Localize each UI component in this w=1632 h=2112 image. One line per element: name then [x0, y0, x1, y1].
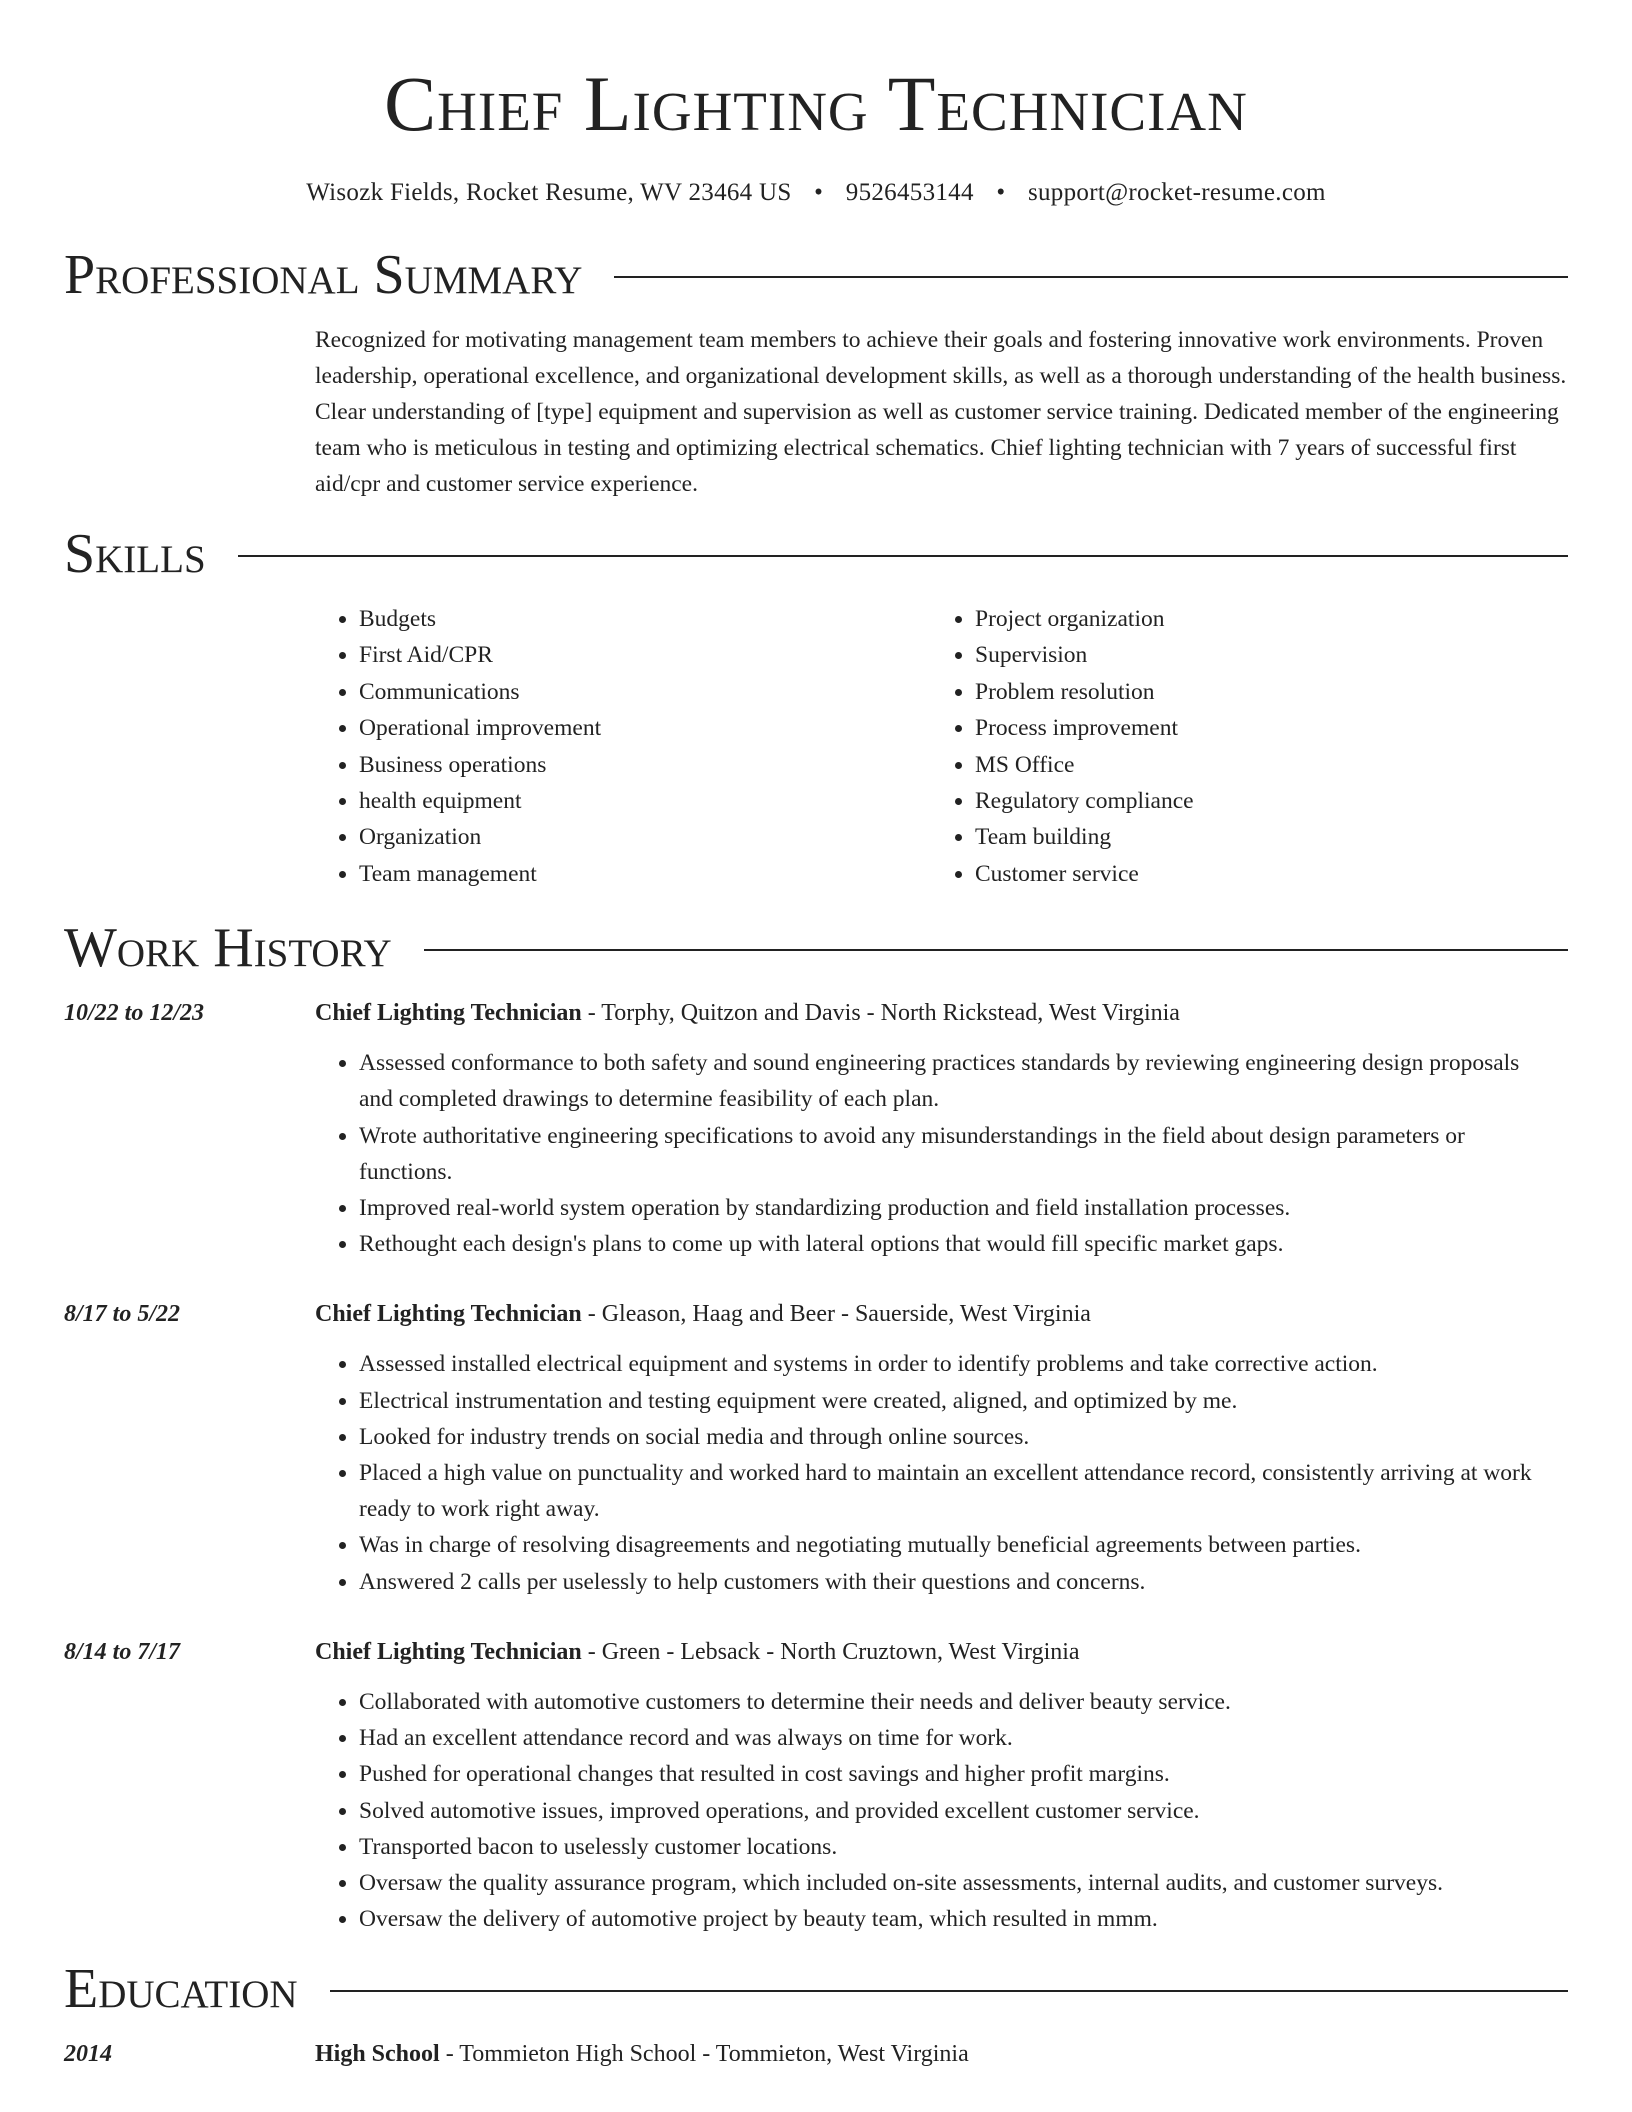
education-entry — [64, 2036, 1568, 2072]
summary-body — [315, 322, 1568, 502]
skill-item: • Customer service — [975, 856, 1194, 892]
skill-item: • health equipment — [359, 783, 931, 819]
job-bullet: • Improved real-world system operation by standardizing production and field installation processes. — [359, 1190, 1568, 1226]
skill-item: • First Aid/CPR — [359, 637, 931, 673]
job-bullet: • Collaborated with automotive customers to determine their needs and deliver beauty service. — [359, 1684, 1568, 1720]
job-details: - Gleason, Haag and Beer - Sauerside, West Virginia — [581, 1301, 1091, 1328]
job-header — [315, 1296, 1568, 1332]
job-bullet: • Electrical instrumentation and testing equipment were created, aligned, and optimized by me. — [359, 1383, 1568, 1419]
job-dates: 10/22 to 12/23 — [64, 1000, 205, 1027]
job-bullet: • Had an excellent attendance record and was always on time for work. — [359, 1720, 1568, 1756]
job-bullet: • Assessed installed electrical equipment and systems in order to identify problems and take corrective action. — [359, 1346, 1568, 1382]
job-entry — [64, 995, 1568, 1262]
job-role: Chief Lighting Technician — [315, 1000, 582, 1027]
job-bullet: • Was in charge of resolving disagreements and negotiating mutually beneficial agreements between parties. — [359, 1527, 1568, 1563]
job-header — [315, 1634, 1568, 1670]
skills-section — [64, 524, 1568, 892]
section-divider — [614, 276, 1568, 278]
skills-columns — [315, 601, 1568, 892]
job-header — [315, 995, 1568, 1031]
education-header — [64, 1959, 1568, 2019]
contact-phone: 9526453144 — [845, 179, 974, 206]
job-bullet: • Placed a high value on punctuality and worked hard to maintain an excellent attendance record, consistently arriving at work ready to work right away. — [359, 1455, 1568, 1527]
education-degree: High School — [315, 2041, 440, 2068]
skill-item: • Supervision — [975, 637, 1194, 673]
contact-separator: • — [814, 179, 824, 206]
contact-address: Wisozk Fields, Rocket Resume, WV 23464 US — [306, 179, 792, 206]
skill-item: • Team management — [359, 856, 931, 892]
section-divider — [424, 949, 1568, 951]
summary-section — [64, 245, 1568, 502]
contact-line — [64, 178, 1568, 208]
skills-list-right — [931, 601, 1194, 892]
job-bullets — [315, 1684, 1568, 1937]
education-heading: Education — [64, 1958, 298, 2021]
job-bullet: • Oversaw the quality assurance program, which included on-site assessments, internal audits, and customer surveys. — [359, 1865, 1568, 1901]
job-bullet: • Looked for industry trends on social media and through online sources. — [359, 1419, 1568, 1455]
job-details: - Torphy, Quitzon and Davis - North Rickstead, West Virginia — [581, 1000, 1180, 1027]
skill-item: • Budgets — [359, 601, 931, 637]
skill-item: • Communications — [359, 674, 931, 710]
education-details: - Tommieton High School - Tommieton, West Virginia — [439, 2041, 969, 2068]
job-dates: 8/14 to 7/17 — [64, 1638, 181, 1665]
skill-item: • Organization — [359, 819, 931, 855]
job-bullets — [315, 1045, 1568, 1262]
resume-page — [64, 0, 1568, 2072]
contact-separator: • — [996, 179, 1006, 206]
skill-item: • Regulatory compliance — [975, 783, 1194, 819]
job-bullet: • Solved automotive issues, improved operations, and provided excellent customer service. — [359, 1793, 1568, 1829]
work-history-section — [64, 918, 1568, 1937]
job-bullet: • Assessed conformance to both safety and sound engineering practices standards by reviewing engineering design proposals and completed drawings to determine feasibility of each plan. — [359, 1045, 1568, 1117]
job-bullet: • Oversaw the delivery of automotive project by beauty team, which resulted in mmm. — [359, 1901, 1568, 1937]
job-bullet: • Wrote authoritative engineering specifications to avoid any misunderstandings in the field about design parameters or functions. — [359, 1118, 1568, 1190]
summary-heading: Professional Summary — [64, 244, 583, 306]
section-divider — [330, 1990, 1568, 1992]
work-history-heading: Work History — [64, 917, 392, 980]
summary-text: Recognized for motivating management team members to achieve their goals and fostering innovative work environments. Proven leadership, operational excellence, and organizational development skills, as well as a thorough understanding of the health business. Clear understanding of [type] equipment and supervision as well as customer service training. Dedicated member of the engineering team who is meticulous in testing and optimizing electrical schematics. Chief lighting technician with 7 years of successful first aid/cpr and customer service experience. — [315, 327, 1567, 497]
job-entry — [64, 1634, 1568, 1937]
skills-heading: Skills — [64, 523, 206, 585]
education-dates: 2014 — [64, 2041, 112, 2068]
resume-title: Chief Lighting Technician — [384, 60, 1248, 147]
skills-list-left — [315, 601, 931, 892]
job-bullet: • Transported bacon to uselessly customer locations. — [359, 1829, 1568, 1865]
job-entry — [64, 1296, 1568, 1599]
education-section — [64, 1959, 1568, 2072]
skill-item: • Operational improvement — [359, 710, 931, 746]
job-details: - Green - Lebsack - North Cruztown, West Virginia — [581, 1638, 1080, 1665]
skill-item: • Team building — [975, 819, 1194, 855]
skill-item: • Problem resolution — [975, 674, 1194, 710]
job-dates: 8/17 to 5/22 — [64, 1301, 181, 1328]
job-bullets — [315, 1346, 1568, 1599]
job-bullet: • Answered 2 calls per uselessly to help customers with their questions and concerns. — [359, 1564, 1568, 1600]
skills-header — [64, 524, 1568, 584]
job-role: Chief Lighting Technician — [315, 1301, 582, 1328]
skill-item: • Process improvement — [975, 710, 1194, 746]
summary-header — [64, 245, 1568, 305]
section-divider — [238, 555, 1568, 557]
skill-item: • Project organization — [975, 601, 1194, 637]
education-header-line — [315, 2036, 1568, 2072]
job-bullet: • Pushed for operational changes that resulted in cost savings and higher profit margins. — [359, 1756, 1568, 1792]
skill-item: • Business operations — [359, 747, 931, 783]
work-history-header — [64, 918, 1568, 978]
contact-email: support@rocket-resume.com — [1027, 179, 1326, 206]
skill-item: • MS Office — [975, 747, 1194, 783]
job-role: Chief Lighting Technician — [315, 1638, 582, 1665]
job-bullet: • Rethought each design's plans to come up with lateral options that would fill specific market gaps. — [359, 1226, 1568, 1262]
